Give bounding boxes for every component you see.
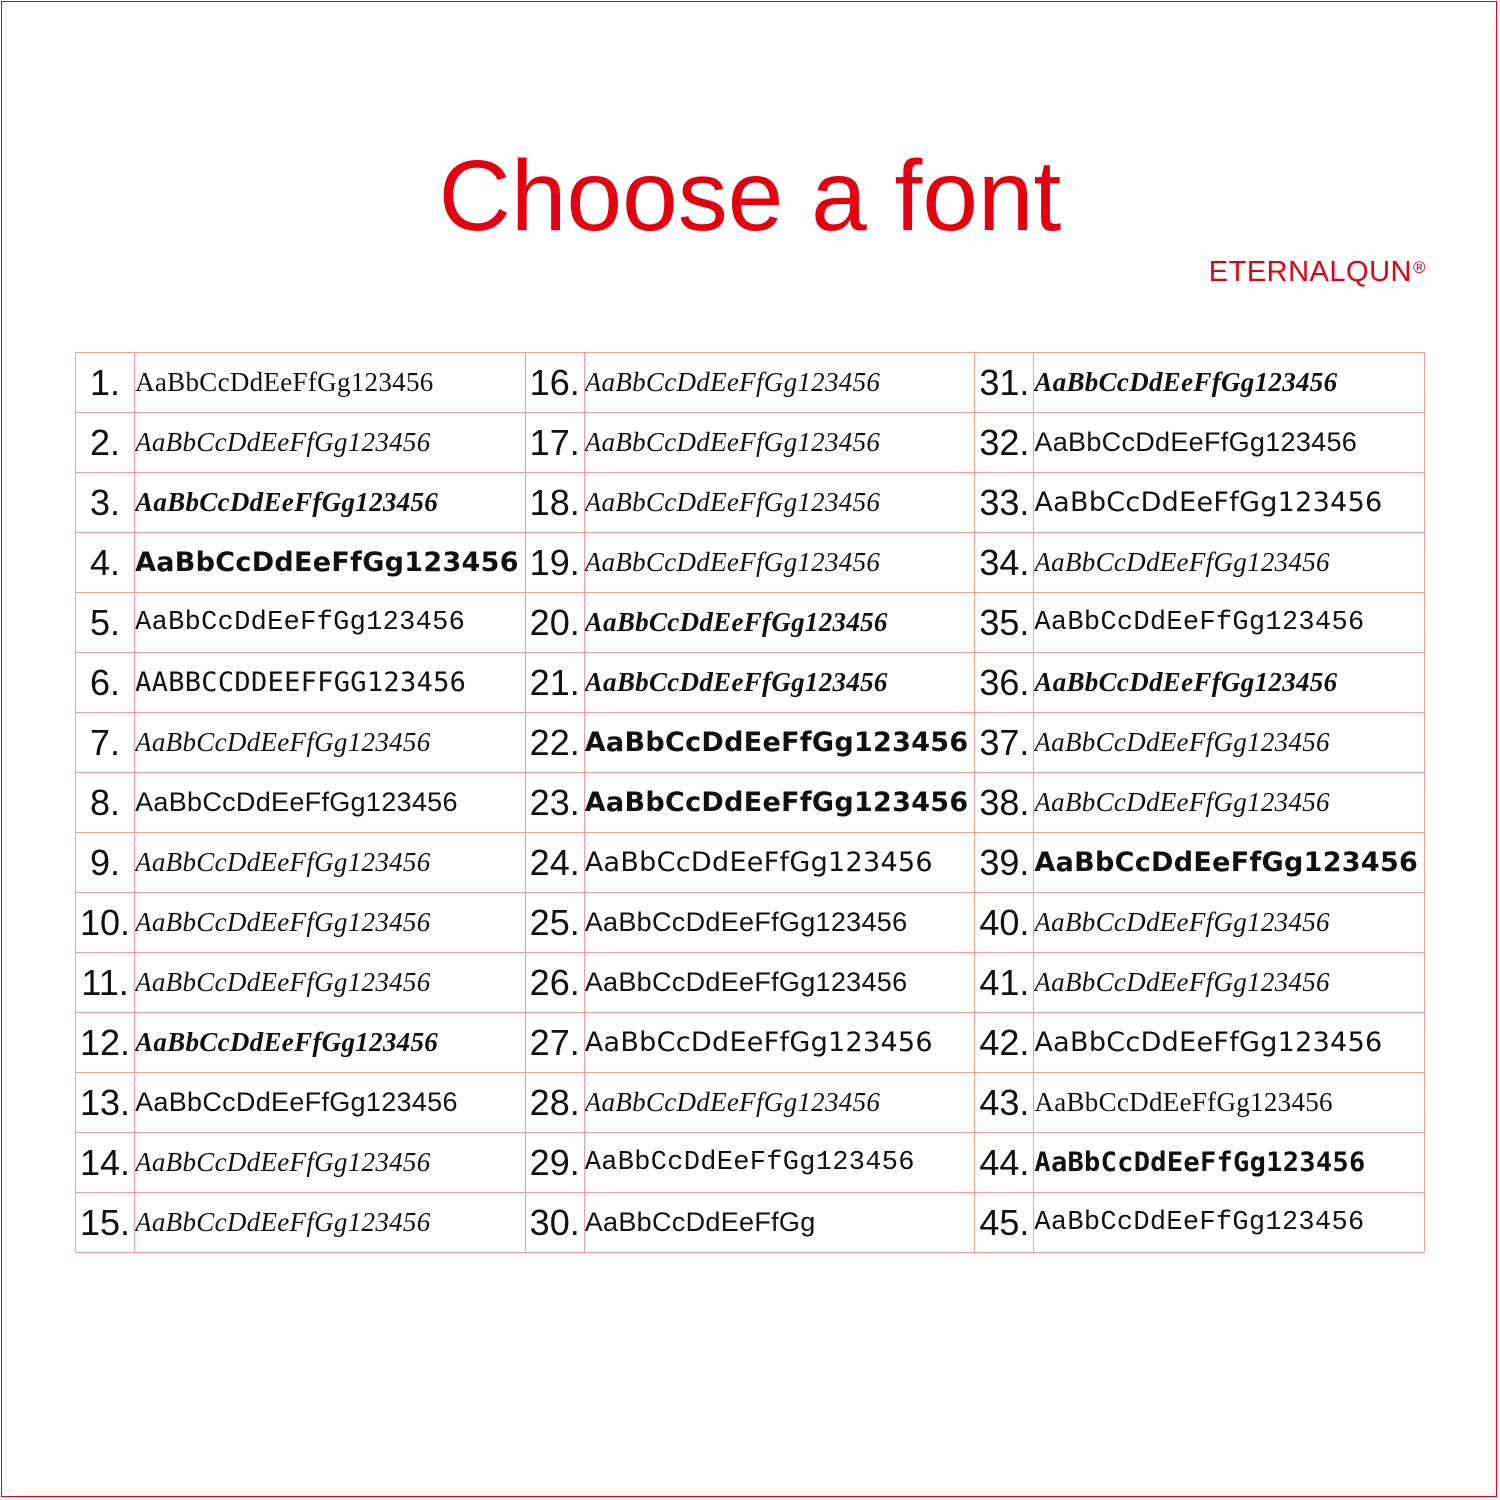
font-sample[interactable]: AaBbCcDdEeFfGg123456 [584, 593, 975, 653]
font-number: 2. [76, 413, 135, 473]
font-number: 34. [975, 533, 1034, 593]
font-number: 27. [525, 1013, 584, 1073]
font-number: 20. [525, 593, 584, 653]
table-row [76, 593, 1425, 653]
font-number: 21. [525, 653, 584, 713]
font-number: 15. [76, 1193, 135, 1253]
font-number: 1. [76, 353, 135, 413]
font-sample[interactable]: AaBbCcDdEeFfGg123456 [1034, 833, 1425, 893]
font-number: 33. [975, 473, 1034, 533]
font-sample[interactable]: AaBbCcDdEeFfGg123456 [135, 1193, 526, 1253]
font-sample[interactable]: AaBbCcDdEeFfGg123456 [135, 893, 526, 953]
font-sample[interactable]: AaBbCcDdEeFfGg123456 [135, 1073, 526, 1133]
table-row [76, 713, 1425, 773]
font-sample[interactable]: AaBbCcDdEeFfGg123456 [584, 893, 975, 953]
font-sample[interactable]: AaBbCcDdEeFfGg123456 [135, 953, 526, 1013]
font-sample[interactable]: AaBbCcDdEeFfGg123456 [584, 473, 975, 533]
font-sample[interactable]: AaBbCcDdEeFfGg123456 [584, 413, 975, 473]
page-title: Choose a font [438, 140, 1062, 252]
font-sample[interactable]: AaBbCcDdEeFfGg123456 [1034, 1073, 1425, 1133]
font-number: 9. [76, 833, 135, 893]
font-sample[interactable]: AaBbCcDdEeFfGg123456 [1034, 533, 1425, 593]
font-number: 31. [975, 353, 1034, 413]
font-sample[interactable]: AaBbCcDdEeFfGg123456 [1034, 353, 1425, 413]
font-number: 14. [76, 1133, 135, 1193]
font-number: 28. [525, 1073, 584, 1133]
table-row [76, 773, 1425, 833]
font-number: 12. [76, 1013, 135, 1073]
font-sample[interactable]: AaBbCcDdEeFfGg123456 [1034, 473, 1425, 533]
font-sample[interactable]: AaBbCcDdEeFfGg123456 [1034, 653, 1425, 713]
font-sample[interactable]: AABBCCDDEEFFGG123456 [135, 653, 526, 713]
font-sample[interactable]: AaBbCcDdEeFfGg123456 [584, 1133, 975, 1193]
font-number: 37. [975, 713, 1034, 773]
font-sample[interactable]: AaBbCcDdEeFfGg123456 [1034, 1133, 1425, 1193]
font-sample[interactable]: AaBbCcDdEeFfGg123456 [584, 1013, 975, 1073]
table-row [76, 533, 1425, 593]
font-number: 32. [975, 413, 1034, 473]
font-sample[interactable]: AaBbCcDdEeFfGg123456 [584, 953, 975, 1013]
font-number: 35. [975, 593, 1034, 653]
font-sample[interactable]: AaBbCcDdEeFfGg123456 [135, 473, 526, 533]
table-row [76, 833, 1425, 893]
brand-logo [1209, 254, 1426, 290]
font-number: 22. [525, 713, 584, 773]
font-sample[interactable]: AaBbCcDdEeFfGg123456 [584, 773, 975, 833]
font-sample[interactable]: AaBbCcDdEeFfGg123456 [1034, 713, 1425, 773]
table-row [76, 1193, 1425, 1253]
table-row [76, 1073, 1425, 1133]
font-number: 39. [975, 833, 1034, 893]
font-number: 18. [525, 473, 584, 533]
font-number: 3. [76, 473, 135, 533]
font-sample[interactable]: AaBbCcDdEeFfGg123456 [135, 1133, 526, 1193]
font-sample-table [75, 352, 1425, 1253]
font-sample[interactable]: AaBbCcDdEeFfGg123456 [135, 833, 526, 893]
font-number: 10. [76, 893, 135, 953]
font-number: 30. [525, 1193, 584, 1253]
font-number: 5. [76, 593, 135, 653]
font-number: 7. [76, 713, 135, 773]
font-number: 41. [975, 953, 1034, 1013]
table-row [76, 893, 1425, 953]
font-number: 16. [525, 353, 584, 413]
font-sample[interactable]: AaBbCcDdEeFfGg123456 [584, 353, 975, 413]
font-sample[interactable]: AaBbCcDdEeFfGg123456 [135, 413, 526, 473]
font-sample[interactable]: AaBbCcDdEeFfGg123456 [584, 713, 975, 773]
font-sample[interactable]: AaBbCcDdEeFfGg123456 [135, 533, 526, 593]
font-sample[interactable]: AaBbCcDdEeFfGg123456 [135, 593, 526, 653]
table-row [76, 473, 1425, 533]
font-sample[interactable]: AaBbCcDdEeFfGg123456 [135, 1013, 526, 1073]
font-rows [76, 353, 1425, 1253]
font-number: 19. [525, 533, 584, 593]
table-row [76, 653, 1425, 713]
table-row [76, 1133, 1425, 1193]
font-number: 26. [525, 953, 584, 1013]
font-number: 44. [975, 1133, 1034, 1193]
font-number: 42. [975, 1013, 1034, 1073]
font-sample[interactable]: AaBbCcDdEeFfGg123456 [584, 533, 975, 593]
font-sample[interactable]: AaBbCcDdEeFfGg123456 [584, 653, 975, 713]
font-sample[interactable]: AaBbCcDdEeFfGg123456 [1034, 413, 1425, 473]
table-row [76, 953, 1425, 1013]
font-number: 13. [76, 1073, 135, 1133]
font-sample[interactable]: AaBbCcDdEeFfGg123456 [584, 833, 975, 893]
font-number: 29. [525, 1133, 584, 1193]
font-sample[interactable]: AaBbCcDdEeFfGg [584, 1193, 975, 1253]
table-row [76, 353, 1425, 413]
font-sample[interactable]: AaBbCcDdEeFfGg123456 [1034, 953, 1425, 1013]
registered-mark: ® [1412, 258, 1426, 277]
font-sample[interactable]: AaBbCcDdEeFfGg123456 [1034, 593, 1425, 653]
font-number: 17. [525, 413, 584, 473]
font-number: 11. [76, 953, 135, 1013]
font-number: 24. [525, 833, 584, 893]
font-sample[interactable]: AaBbCcDdEeFfGg123456 [135, 773, 526, 833]
font-number: 45. [975, 1193, 1034, 1253]
font-number: 43. [975, 1073, 1034, 1133]
font-number: 6. [76, 653, 135, 713]
font-number: 40. [975, 893, 1034, 953]
font-number: 4. [76, 533, 135, 593]
font-number: 23. [525, 773, 584, 833]
font-number: 36. [975, 653, 1034, 713]
font-number: 38. [975, 773, 1034, 833]
font-sample[interactable]: AaBbCcDdEeFfGg123456 [1034, 773, 1425, 833]
table-row [76, 1013, 1425, 1073]
font-sample[interactable]: AaBbCcDdEeFfGg123456 [1034, 1013, 1425, 1073]
font-number: 25. [525, 893, 584, 953]
font-sample[interactable]: AaBbCcDdEeFfGg123456 [135, 353, 526, 413]
font-sample[interactable]: AaBbCcDdEeFfGg123456 [584, 1073, 975, 1133]
font-sample[interactable]: AaBbCcDdEeFfGg123456 [1034, 1193, 1425, 1253]
font-sample[interactable]: AaBbCcDdEeFfGg123456 [135, 713, 526, 773]
font-number: 8. [76, 773, 135, 833]
table-row [76, 413, 1425, 473]
font-sample[interactable]: AaBbCcDdEeFfGg123456 [1034, 893, 1425, 953]
brand-name: ETERNALQUN [1208, 256, 1412, 288]
